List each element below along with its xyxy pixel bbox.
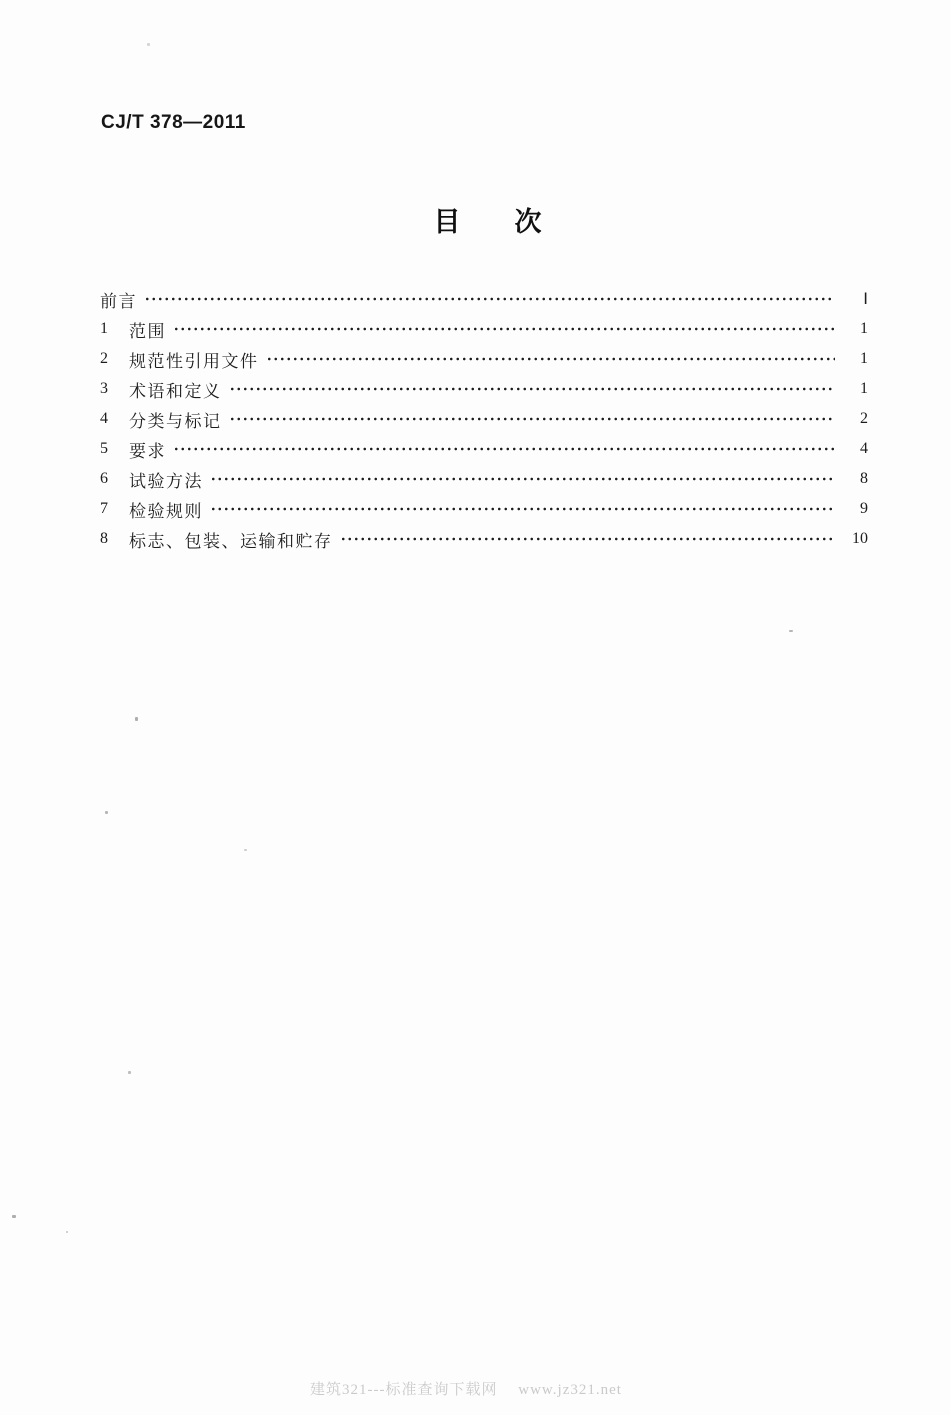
dot-leader xyxy=(229,374,836,404)
watermark-text: 建筑321---标准查询下载网 www.jz321.net xyxy=(310,1382,622,1398)
dot-leader xyxy=(266,344,836,374)
scan-speck xyxy=(789,630,793,632)
toc-entry-number: 5 xyxy=(100,440,108,457)
dot-leader xyxy=(173,314,835,344)
toc-entry-page: 10 xyxy=(852,530,868,547)
toc-entry-number: 6 xyxy=(100,470,108,487)
toc-entry-page: 8 xyxy=(860,470,868,487)
scan-speck xyxy=(105,811,108,814)
toc-entry-label: 前言 xyxy=(100,291,137,311)
dot-leader xyxy=(173,434,835,464)
toc-entry-number: 8 xyxy=(100,530,108,547)
toc-entry-label: 范围 xyxy=(129,321,166,341)
toc-entry xyxy=(100,374,868,404)
scan-speck xyxy=(244,849,247,851)
toc-entry xyxy=(100,344,868,374)
toc-entry-label: 术语和定义 xyxy=(129,381,222,401)
scan-speck xyxy=(128,1071,131,1074)
toc-entry xyxy=(100,404,868,434)
toc-entry-page: 2 xyxy=(860,410,868,427)
scan-speck xyxy=(12,1215,16,1218)
toc-entry-label: 试验方法 xyxy=(129,471,203,491)
toc-entry xyxy=(100,314,868,344)
toc-entry-label: 要求 xyxy=(129,441,166,461)
toc-entry xyxy=(100,494,868,524)
dot-leader xyxy=(340,524,836,554)
toc-entry-label: 分类与标记 xyxy=(129,411,222,431)
standard-code: CJ/T 378—2011 xyxy=(101,112,246,133)
toc-entry xyxy=(100,434,868,464)
toc-entry-page: 9 xyxy=(860,500,868,517)
page-title: 目 次 xyxy=(433,207,542,237)
scan-speck xyxy=(66,1231,68,1233)
scan-speck xyxy=(147,43,150,46)
scan-speck xyxy=(135,717,138,721)
toc-entry-label: 标志、包装、运输和贮存 xyxy=(129,531,333,551)
toc-entry xyxy=(100,464,868,494)
toc-list xyxy=(100,284,868,554)
toc-entry-page: 1 xyxy=(860,350,868,367)
toc-entry-number: 2 xyxy=(100,350,108,367)
toc-entry xyxy=(100,284,868,314)
toc-entry-label: 规范性引用文件 xyxy=(129,351,259,371)
toc-entry-page: Ⅰ xyxy=(863,291,868,308)
toc-entry xyxy=(100,524,868,554)
toc-entry-label: 检验规则 xyxy=(129,501,203,521)
toc-entry-page: 4 xyxy=(860,440,868,457)
dot-leader xyxy=(229,404,836,434)
toc-entry-page: 1 xyxy=(860,320,868,337)
dot-leader xyxy=(210,464,835,494)
dot-leader xyxy=(210,494,835,524)
toc-entry-page: 1 xyxy=(860,380,868,397)
toc-entry-number: 7 xyxy=(100,500,108,517)
dot-leader xyxy=(144,284,835,314)
toc-entry-number: 1 xyxy=(100,320,108,337)
toc-entry-number: 4 xyxy=(100,410,108,427)
toc-entry-number: 3 xyxy=(100,380,108,397)
